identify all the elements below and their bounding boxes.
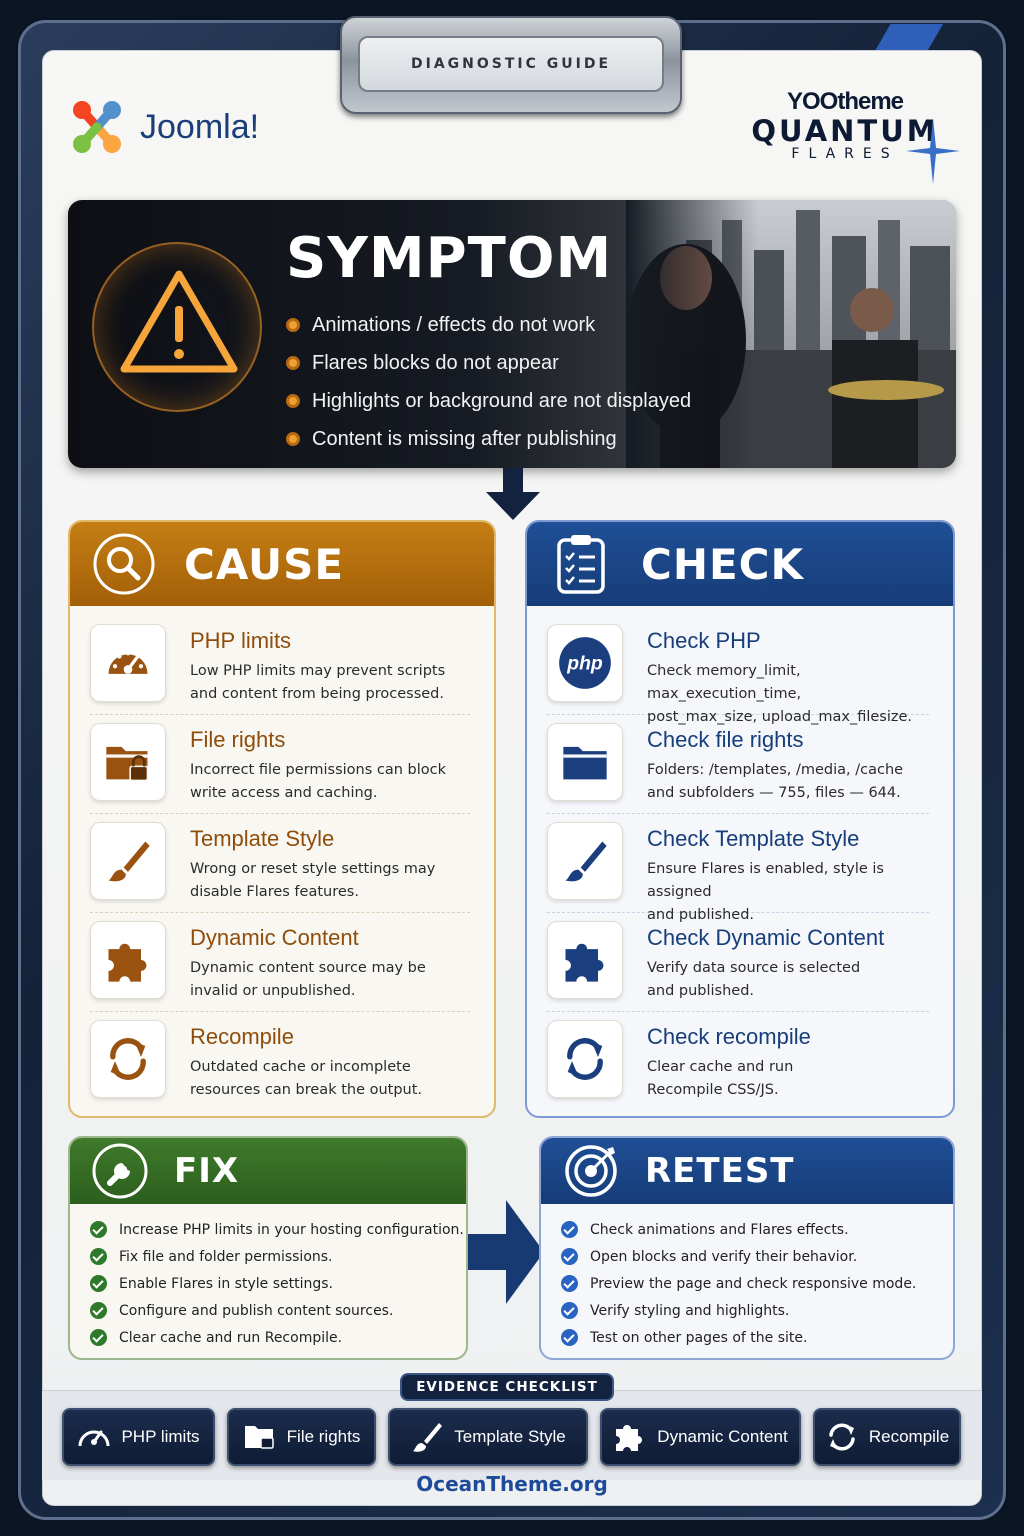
retest-text: Check animations and Flares effects.	[590, 1221, 849, 1238]
fix-item	[90, 1270, 466, 1297]
quantum-wordmark: QUANTUM	[751, 114, 939, 148]
item-text	[190, 1020, 422, 1102]
fix-text: Increase PHP limits in your hosting configuration.	[119, 1221, 464, 1238]
evidence-button-recompile[interactable]	[813, 1408, 961, 1466]
cause-title: CAUSE	[184, 539, 345, 589]
icon-box	[90, 723, 166, 801]
fix-panel	[68, 1136, 468, 1360]
clip-label: DIAGNOSTIC GUIDE	[410, 56, 612, 72]
refresh-icon	[825, 1420, 859, 1454]
fix-text: Configure and publish content sources.	[119, 1302, 394, 1319]
symptom-text: Animations / effects do not work	[312, 313, 596, 336]
joomla-mark-icon	[66, 96, 128, 158]
retest-panel	[539, 1136, 955, 1360]
retest-item	[561, 1324, 953, 1351]
item-desc-line: and published.	[647, 907, 755, 923]
item-title: Recompile	[190, 1024, 294, 1049]
item-desc-line: disable Flares features.	[190, 884, 359, 900]
check-circle-icon	[561, 1302, 578, 1319]
check-circle-icon	[90, 1275, 107, 1292]
item-title: Check Template Style	[647, 826, 860, 851]
retest-text: Verify styling and highlights.	[590, 1302, 790, 1319]
retest-list	[541, 1204, 953, 1351]
item-desc-line: Dynamic content source may be	[190, 960, 426, 976]
check-item-dynamic-content	[547, 913, 929, 1012]
icon-box	[547, 1020, 623, 1098]
cause-header	[70, 522, 494, 606]
item-text	[647, 1020, 811, 1102]
fix-header	[70, 1138, 466, 1204]
item-text	[647, 723, 903, 805]
item-desc-line: Ensure Flares is enabled, style is assigned	[647, 861, 884, 900]
item-text	[190, 822, 435, 904]
brush-icon	[102, 835, 154, 887]
icon-box	[90, 822, 166, 900]
puzzle-icon	[102, 934, 154, 986]
fix-item	[90, 1243, 466, 1270]
symptom-item	[286, 344, 691, 382]
retest-header	[541, 1138, 953, 1204]
fix-text: Enable Flares in style settings.	[119, 1275, 333, 1292]
symptom-item	[286, 420, 691, 458]
magnifier-icon	[92, 532, 156, 596]
check-circle-icon	[90, 1329, 107, 1346]
item-title: Template Style	[190, 826, 335, 851]
icon-box	[547, 723, 623, 801]
symptom-list	[286, 306, 691, 458]
bullet-dot	[286, 356, 300, 370]
refresh-icon	[102, 1033, 154, 1085]
item-desc-line: post_max_size, upload_max_filesize.	[647, 709, 913, 725]
footer-site-name[interactable]: OceanTheme.org	[416, 1472, 608, 1496]
item-desc-line: Folders: /templates, /media, /cache	[647, 762, 904, 778]
warning-icon	[94, 244, 264, 414]
php-badge-text: php	[567, 652, 603, 675]
puzzle-icon	[613, 1420, 647, 1454]
evidence-label: EVIDENCE CHECKLIST	[400, 1373, 614, 1401]
item-title: Check Dynamic Content	[647, 925, 885, 950]
cause-item-dynamic-content	[90, 913, 470, 1012]
clipboard-clip	[340, 16, 682, 114]
icon-box	[90, 624, 166, 702]
retest-text: Test on other pages of the site.	[590, 1329, 808, 1346]
check-item-template-style	[547, 814, 929, 923]
check-circle-icon	[561, 1329, 578, 1346]
item-text	[190, 624, 445, 706]
fix-title: FIX	[174, 1151, 240, 1191]
retest-item	[561, 1243, 953, 1270]
evidence-button-template-style[interactable]	[388, 1408, 588, 1466]
evidence-button-label: Template Style	[454, 1427, 566, 1446]
folder-lock-icon	[102, 736, 154, 788]
icon-box	[90, 921, 166, 999]
arrow-down-icon	[486, 468, 540, 520]
retest-item	[561, 1270, 953, 1297]
check-circle-icon	[90, 1248, 107, 1265]
flares-wordmark: FLARES	[791, 146, 899, 162]
item-text	[647, 624, 929, 729]
fix-text: Clear cache and run Recompile.	[119, 1329, 343, 1346]
evidence-button-file-rights[interactable]	[227, 1408, 376, 1466]
joomla-logo	[66, 96, 259, 158]
item-desc-line: invalid or unpublished.	[190, 983, 356, 999]
icon-box	[547, 921, 623, 999]
check-item-php	[547, 616, 929, 725]
retest-text: Open blocks and verify their behavior.	[590, 1248, 858, 1265]
item-desc-line: Check memory_limit, max_execution_time,	[647, 663, 802, 702]
cause-item-file-rights	[90, 715, 470, 814]
item-title: Dynamic Content	[190, 925, 359, 950]
item-desc-line: Clear cache and run	[647, 1059, 794, 1075]
item-desc-line: and subfolders — 755, files — 644.	[647, 785, 901, 801]
check-list	[527, 606, 953, 1111]
evidence-button-label: Dynamic Content	[657, 1427, 788, 1446]
symptom-text: Highlights or background are not displayed	[312, 389, 692, 412]
item-desc-line: Low PHP limits may prevent scripts	[190, 663, 446, 679]
icon-box	[547, 822, 623, 900]
item-text	[647, 921, 884, 1003]
gauge-icon	[77, 1420, 111, 1454]
item-title: Check file rights	[647, 727, 804, 752]
gauge-icon	[102, 637, 154, 689]
item-desc-line: Verify data source is selected	[647, 960, 861, 976]
retest-title: RETEST	[645, 1151, 795, 1191]
cause-item-template-style	[90, 814, 470, 913]
icon-box	[547, 624, 623, 702]
fix-item	[90, 1324, 466, 1351]
evidence-button-php-limits[interactable]	[62, 1408, 215, 1466]
item-title: PHP limits	[190, 628, 292, 653]
check-circle-icon	[561, 1221, 578, 1238]
item-text	[647, 822, 929, 927]
fix-item	[90, 1216, 466, 1243]
folder-lock-icon	[243, 1420, 277, 1454]
evidence-button-label: Recompile	[868, 1427, 950, 1446]
check-circle-icon	[561, 1248, 578, 1265]
bullet-dot	[286, 318, 300, 332]
retest-item	[561, 1216, 953, 1243]
item-desc-line: Recompile CSS/JS.	[647, 1082, 779, 1098]
evidence-button-label: PHP limits	[121, 1427, 200, 1446]
check-item-recompile	[547, 1012, 929, 1111]
evidence-button-dynamic-content[interactable]	[600, 1408, 801, 1466]
item-text	[190, 921, 426, 1003]
symptom-item	[286, 306, 691, 344]
item-text	[190, 723, 446, 805]
refresh-icon	[559, 1033, 611, 1085]
item-desc-line: and published.	[647, 983, 755, 999]
check-title: CHECK	[641, 539, 805, 589]
bullet-dot	[286, 432, 300, 446]
warning-ring	[92, 242, 262, 412]
item-desc-line: resources can break the output.	[190, 1082, 423, 1098]
icon-box	[90, 1020, 166, 1098]
check-circle-icon	[90, 1302, 107, 1319]
fix-item	[90, 1297, 466, 1324]
sparkle-icon	[906, 118, 960, 184]
check-circle-icon	[561, 1275, 578, 1292]
cause-list	[70, 606, 494, 1111]
item-desc-line: Incorrect file permissions can block	[190, 762, 447, 778]
cause-item-php-limits	[90, 616, 470, 715]
fix-list	[70, 1204, 466, 1351]
retest-item	[561, 1297, 953, 1324]
item-desc-line: Outdated cache or incomplete	[190, 1059, 411, 1075]
symptom-item	[286, 382, 691, 420]
symptom-text: Content is missing after publishing	[312, 427, 617, 450]
item-title: File rights	[190, 727, 286, 752]
bullet-dot	[286, 394, 300, 408]
evidence-button-label: File rights	[286, 1427, 361, 1446]
check-item-file-rights	[547, 715, 929, 814]
target-icon	[563, 1143, 619, 1199]
clipboard-checklist-icon	[549, 532, 613, 596]
arrow-right-icon	[468, 1200, 544, 1304]
yootheme-brand: YOOtheme	[786, 88, 904, 115]
corner-stripe	[838, 24, 998, 50]
symptom-panel	[68, 200, 956, 468]
fix-text: Fix file and folder permissions.	[119, 1248, 333, 1265]
cause-panel	[68, 520, 496, 1118]
check-panel	[525, 520, 955, 1118]
folder-icon	[559, 736, 611, 788]
brush-icon	[559, 835, 611, 887]
brush-icon	[410, 1420, 444, 1454]
puzzle-icon	[559, 934, 611, 986]
yootheme-logo	[730, 88, 960, 162]
cause-item-recompile	[90, 1012, 470, 1111]
item-title: Check PHP	[647, 628, 761, 653]
check-circle-icon	[90, 1221, 107, 1238]
retest-text: Preview the page and check responsive mode.	[590, 1275, 917, 1292]
php-icon	[557, 635, 613, 691]
item-desc-line: write access and caching.	[190, 785, 378, 801]
symptom-text: Flares blocks do not appear	[312, 351, 559, 374]
check-header	[527, 522, 953, 606]
joomla-wordmark: Joomla!	[140, 107, 260, 146]
item-title: Check recompile	[647, 1024, 811, 1049]
item-desc-line: and content from being processed.	[190, 686, 444, 702]
wrench-icon	[92, 1143, 148, 1199]
item-desc-line: Wrong or reset style settings may	[190, 861, 436, 877]
clip-label-plate	[358, 36, 664, 92]
symptom-title: SYMPTOM	[286, 226, 613, 291]
